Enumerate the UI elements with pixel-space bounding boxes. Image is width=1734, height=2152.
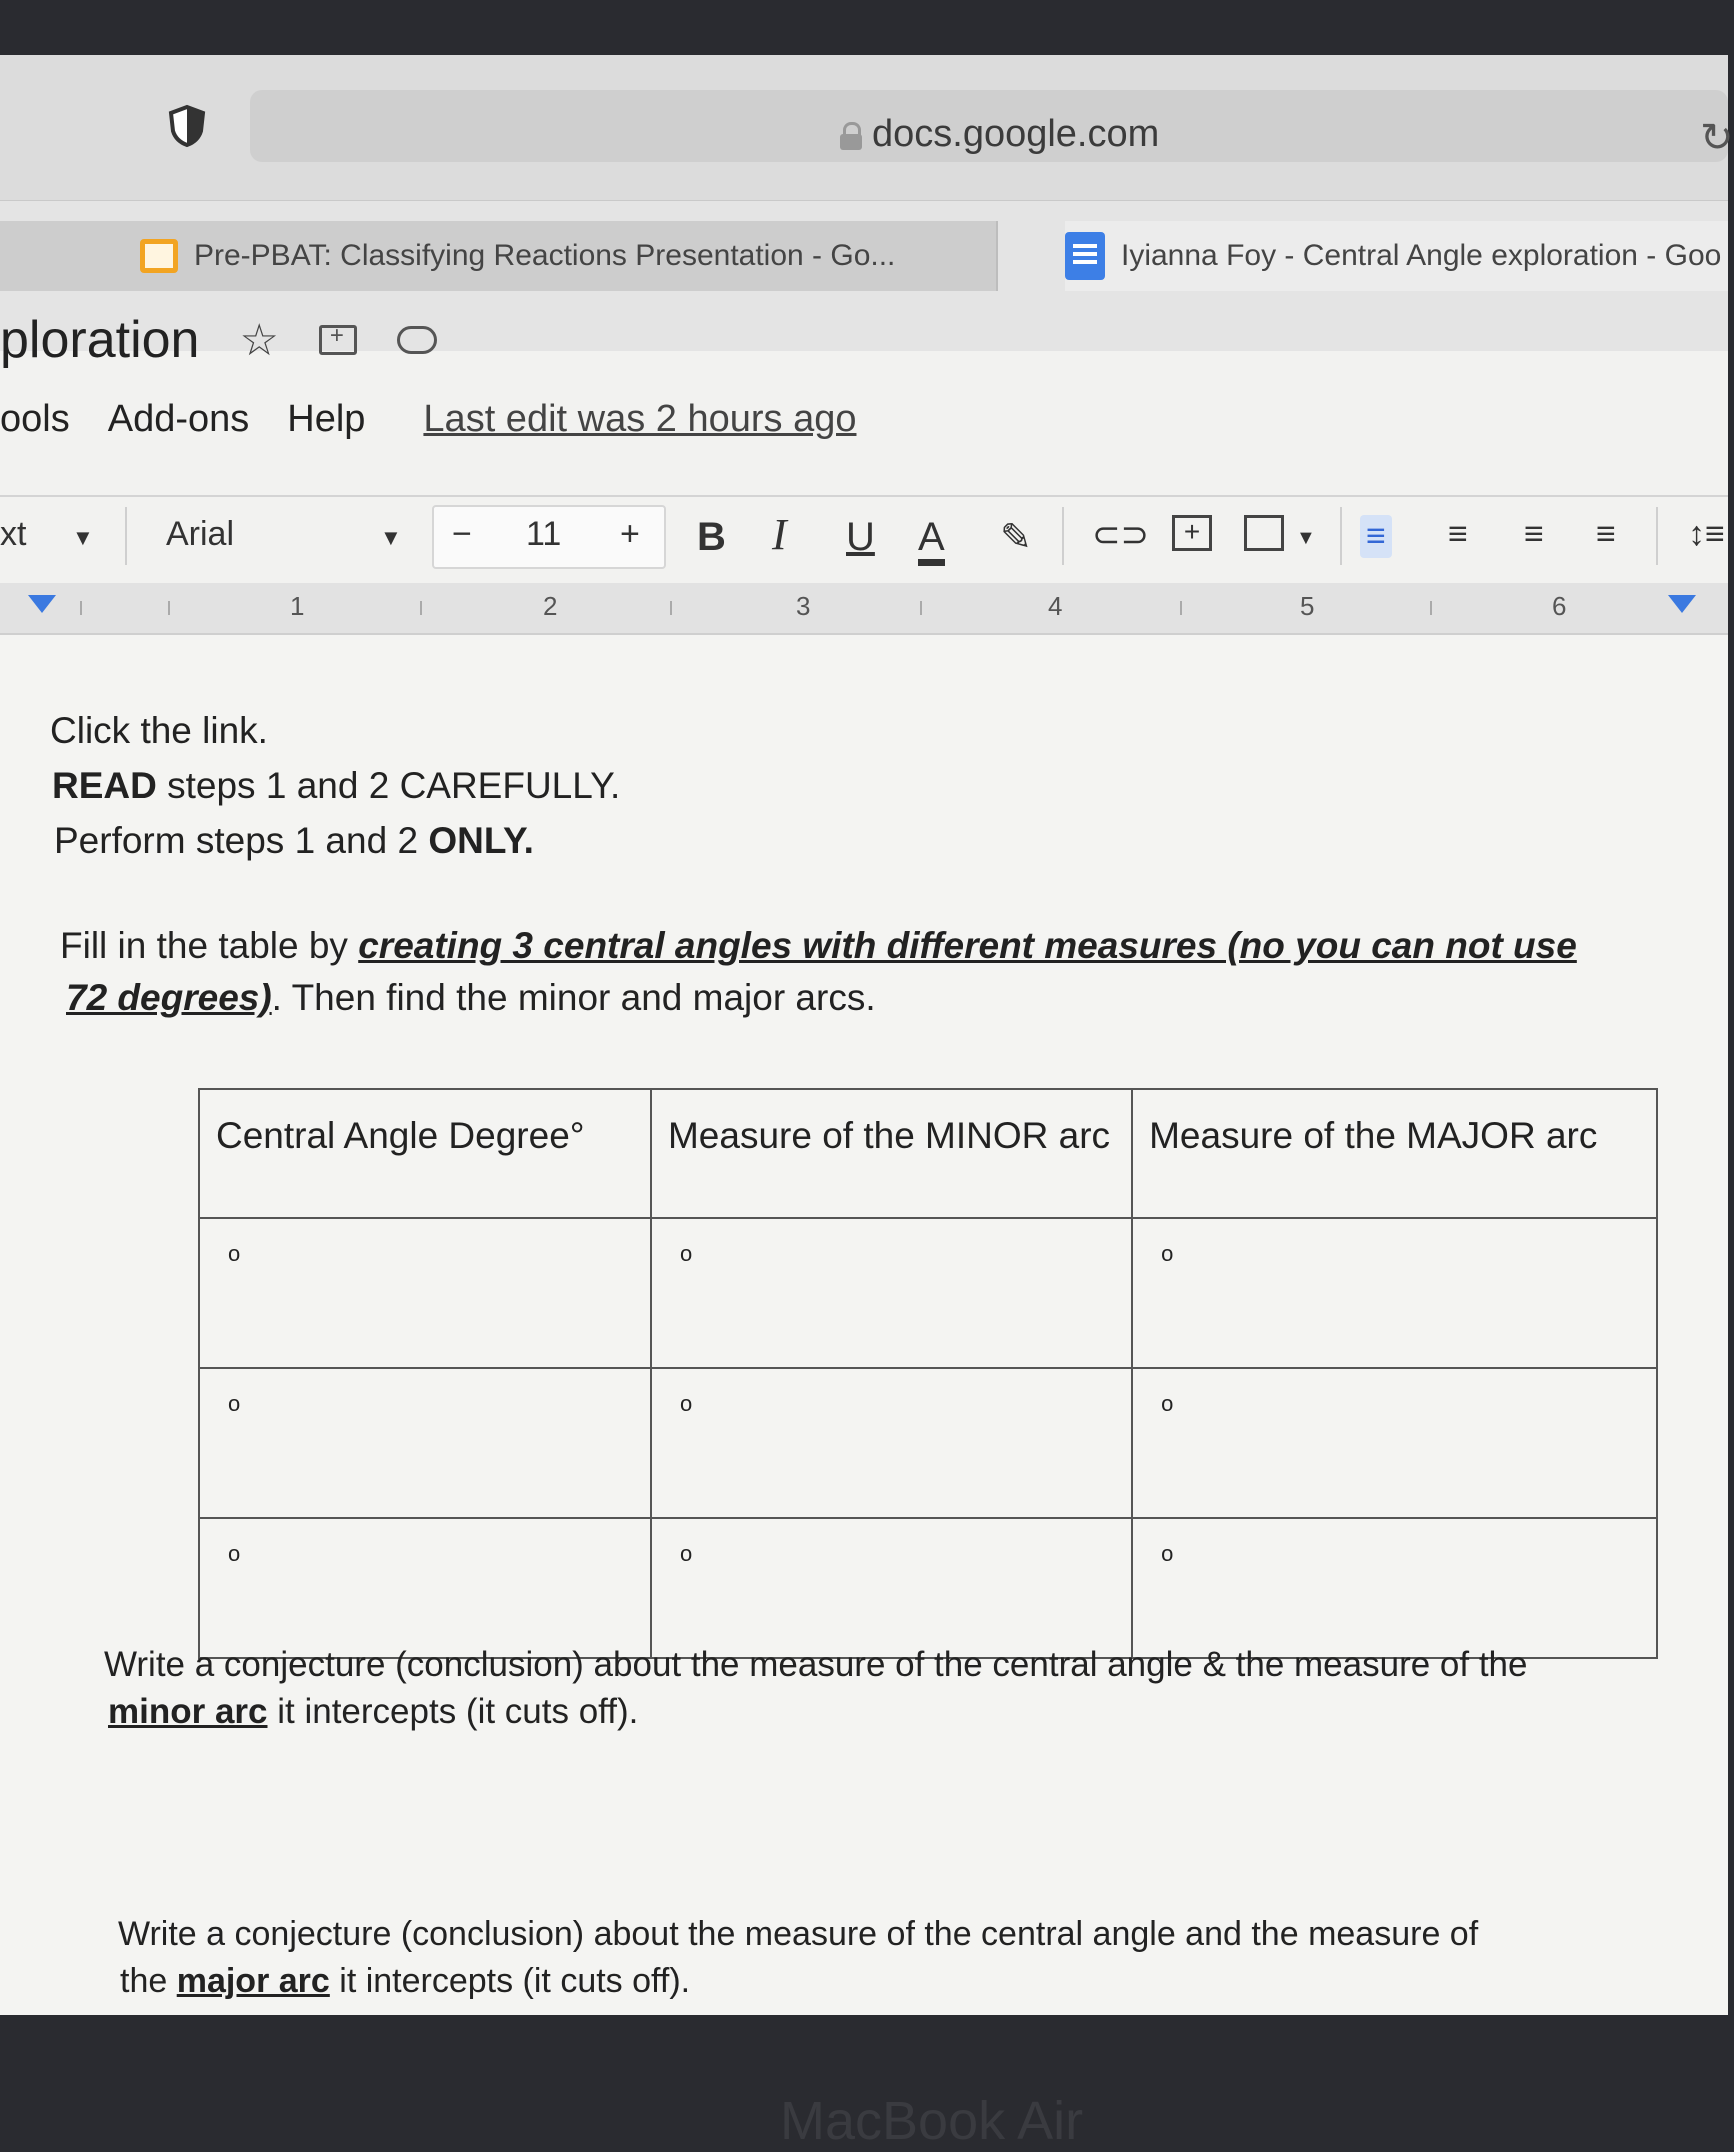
- table-cell[interactable]: o: [1132, 1518, 1657, 1658]
- table-cell[interactable]: o: [651, 1518, 1132, 1658]
- conjecture-2-line-2: [120, 1962, 690, 2001]
- tab-label: Pre-PBAT: Classifying Reactions Presentation - Go...: [194, 239, 896, 272]
- ruler-tick: [1430, 601, 1432, 615]
- bold-button[interactable]: B: [697, 515, 726, 559]
- increase-font-button[interactable]: +: [620, 515, 640, 553]
- emphasis-text: creating 3 central angles with different measures (no you can not use: [358, 925, 1577, 966]
- emphasis-text: minor arc: [108, 1692, 268, 1731]
- align-left-icon[interactable]: ≡: [1360, 515, 1392, 558]
- table-header[interactable]: Measure of the MAJOR arc: [1132, 1089, 1657, 1218]
- font-select[interactable]: Arial: [166, 515, 235, 553]
- document-body[interactable]: [0, 635, 1728, 2015]
- emphasis-text: 72 degrees): [66, 977, 272, 1018]
- body-text: . Then find the minor and major arcs.: [271, 977, 876, 1018]
- table-cell[interactable]: o: [1132, 1368, 1657, 1518]
- instruction-line-1: Click the link.: [50, 710, 268, 751]
- table-header[interactable]: Measure of the MINOR arc: [651, 1089, 1132, 1218]
- tab-label: Iyianna Foy - Central Angle exploration - Goo: [1121, 239, 1722, 272]
- tab-central-angle-doc[interactable]: [1065, 221, 1728, 291]
- ruler-number: 1: [290, 591, 305, 621]
- table-row: [199, 1518, 1657, 1658]
- ruler-number: 3: [796, 591, 811, 621]
- ruler-number: 4: [1048, 591, 1063, 621]
- url-text: docs.google.com: [872, 113, 1160, 155]
- ruler-number: 2: [543, 591, 558, 621]
- last-edit-link[interactable]: Last edit was 2 hours ago: [423, 398, 857, 440]
- align-justify-icon[interactable]: ≡: [1596, 515, 1616, 553]
- link-icon[interactable]: ⊂⊃: [1092, 516, 1149, 554]
- italic-button[interactable]: I: [772, 510, 787, 559]
- text-color-button[interactable]: A: [918, 515, 945, 566]
- angles-table: [198, 1088, 1658, 1659]
- slides-icon: [140, 239, 178, 273]
- ruler-tick: [420, 601, 422, 615]
- style-select[interactable]: xt: [0, 515, 27, 553]
- table-cell[interactable]: o: [651, 1218, 1132, 1368]
- table-header[interactable]: Central Angle Degree°: [199, 1089, 651, 1218]
- screen: [0, 55, 1734, 2015]
- table-row: [199, 1368, 1657, 1518]
- insert-image-icon[interactable]: [1244, 515, 1284, 551]
- conjecture-2-line-1: Write a conjecture (conclusion) about the measure of the central angle and the measure of: [118, 1915, 1479, 1953]
- table-cell[interactable]: o: [651, 1368, 1132, 1518]
- right-indent-marker[interactable]: [1668, 595, 1696, 613]
- emphasis-text: READ: [52, 765, 157, 806]
- divider: [1340, 507, 1342, 565]
- instruction-line-3: [54, 820, 534, 862]
- docs-icon: [1065, 232, 1105, 280]
- chevron-down-icon[interactable]: ▼: [1296, 527, 1316, 549]
- left-indent-marker[interactable]: [28, 595, 56, 613]
- divider: [1656, 507, 1658, 565]
- url-display[interactable]: [840, 113, 1159, 156]
- underline-button[interactable]: U: [846, 515, 875, 559]
- conjecture-1-line-2: [108, 1692, 638, 1732]
- table-cell[interactable]: o: [199, 1218, 651, 1368]
- reload-icon[interactable]: ↻: [1700, 116, 1734, 160]
- align-right-icon[interactable]: ≡: [1524, 515, 1544, 553]
- menu-bar: [0, 398, 894, 441]
- body-text: Fill in the table by: [60, 925, 359, 966]
- body-text: Perform steps 1 and 2: [54, 820, 429, 861]
- table-header-row: [199, 1089, 1657, 1218]
- ruler-tick: [670, 601, 672, 615]
- table-cell[interactable]: o: [199, 1518, 651, 1658]
- ruler-tick: [168, 601, 170, 615]
- table-cell[interactable]: o: [199, 1368, 651, 1518]
- body-text: it intercepts (it cuts off).: [267, 1692, 639, 1731]
- align-center-icon[interactable]: ≡: [1448, 515, 1468, 553]
- cloud-status-icon[interactable]: [397, 326, 437, 354]
- ruler-number: 6: [1552, 591, 1567, 621]
- menu-addons[interactable]: Add-ons: [107, 398, 250, 440]
- laptop-bezel-label: MacBook Air: [780, 2091, 1084, 2151]
- conjecture-1-line-1: Write a conjecture (conclusion) about the measure of the central angle & the measure of the: [104, 1645, 1528, 1684]
- tab-presentation[interactable]: [0, 221, 998, 291]
- line-spacing-icon[interactable]: ↕≡: [1688, 515, 1725, 553]
- fill-instruction-line-2: [66, 977, 876, 1019]
- body-text: steps 1 and 2 CAREFULLY.: [156, 765, 621, 806]
- chevron-down-icon[interactable]: ▼: [380, 525, 402, 550]
- highlight-pen-icon[interactable]: ✎: [1000, 517, 1032, 559]
- add-comment-icon[interactable]: +: [1172, 515, 1212, 551]
- emphasis-text: major arc: [176, 1962, 330, 2000]
- lock-icon: [840, 122, 862, 148]
- ruler-tick: [920, 601, 922, 615]
- fill-instruction-line-1: [60, 925, 1577, 967]
- browser-toolbar: [0, 55, 1734, 200]
- doc-title-row: [0, 310, 437, 370]
- move-to-folder-icon[interactable]: [319, 325, 357, 355]
- formatting-toolbar: [0, 495, 1728, 577]
- decrease-font-button[interactable]: −: [452, 515, 472, 553]
- body-text: the: [120, 1962, 177, 2000]
- shield-icon[interactable]: [168, 105, 206, 147]
- ruler-tick: [1180, 601, 1182, 615]
- star-icon[interactable]: ☆: [239, 315, 279, 365]
- body-text: it intercepts (it cuts off).: [329, 1962, 691, 2000]
- chevron-down-icon[interactable]: ▼: [72, 525, 94, 550]
- ruler-tick: [80, 601, 82, 615]
- doc-title[interactable]: ploration: [0, 311, 200, 369]
- menu-tools[interactable]: ools: [0, 398, 70, 440]
- font-size-field[interactable]: 11: [526, 515, 562, 553]
- ruler: [0, 583, 1728, 635]
- ruler-number: 5: [1300, 591, 1315, 621]
- divider: [125, 507, 127, 565]
- table-row: [199, 1218, 1657, 1368]
- instruction-line-2: [52, 765, 620, 807]
- menu-help[interactable]: Help: [287, 398, 366, 440]
- emphasis-text: ONLY.: [428, 820, 534, 861]
- divider: [1062, 507, 1064, 565]
- table-cell[interactable]: o: [1132, 1218, 1657, 1368]
